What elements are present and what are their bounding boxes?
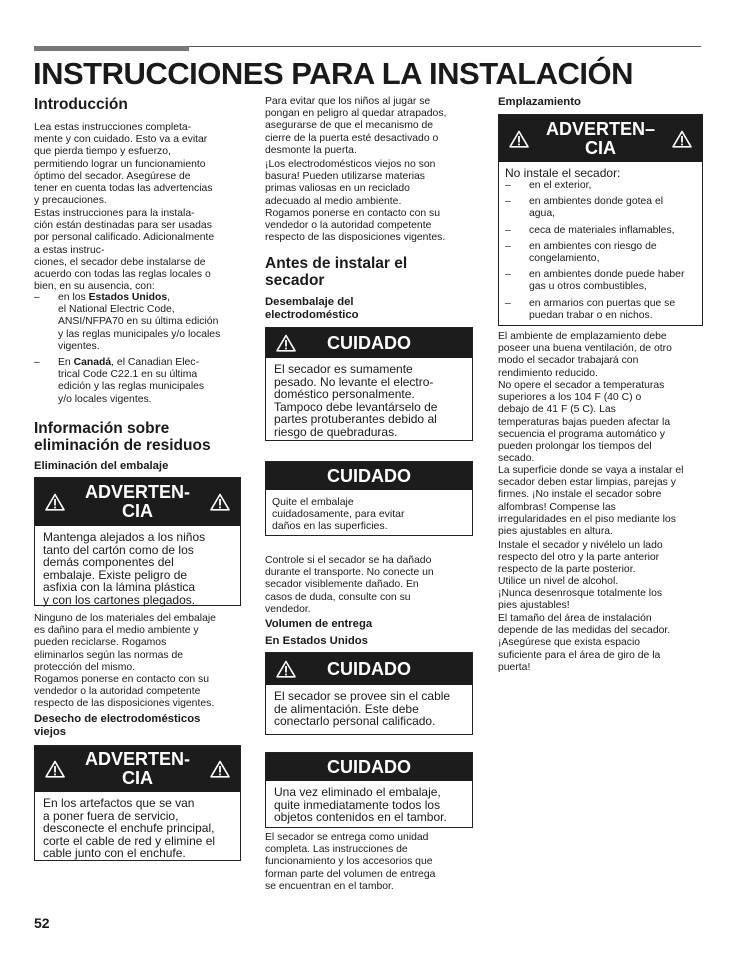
surface-paragraph: La superficie donde se vaya a instalar el secador deben estar limpias, parejas y firmes. ¡No instale el secador sobre alfombras! Compense las irregularidades en el piso mediante los pies ajustables en altura. bbox=[498, 465, 684, 538]
warning-triangle-icon bbox=[276, 660, 296, 678]
list-item bbox=[505, 225, 696, 237]
list-item bbox=[505, 180, 696, 192]
warning-box-disposal bbox=[34, 745, 241, 861]
children-paragraph: Para evitar que los niños al jugar se pongan en peligro al quedar atrapados, asegurarse de que el mecanismo de cierre de la puerta esté desactivado o desmonte la puerta. bbox=[265, 96, 447, 156]
intro-heading: Introducción bbox=[34, 96, 128, 113]
caution-box-weight bbox=[265, 327, 473, 441]
intro-paragraph-2: Estas instrucciones para la instala- ción están destinadas para ser usadas por personal calificado. Adicionalmente a estas instruc- ciones, el secador debe instalarse de acuerdo con todas las reglas locales o bien, en su ausencia, con: bbox=[34, 208, 215, 293]
caution-text: El secador se provee sin el cable de alimentación. Este debe conectarlo personal calificado. bbox=[274, 689, 451, 729]
spirit-level-paragraph: Utilice un nivel de alcohol. bbox=[498, 576, 619, 587]
warning-triangle-icon bbox=[509, 130, 529, 148]
list-text-bold: Canadá bbox=[73, 357, 112, 369]
warning-title: ADVERTEN– CIA bbox=[545, 118, 656, 158]
caution-title: CUIDADO bbox=[327, 658, 411, 679]
warning-box-packaging bbox=[34, 477, 241, 606]
list-dash: – bbox=[34, 292, 40, 303]
warning-text: En los artefactos que se van a poner fuera de servicio, desconecte el enchufe principal, corte el cable de red y elimine el cable junto con el enchufe. bbox=[43, 796, 216, 861]
warning-title: ADVERTEN- CIA bbox=[84, 749, 190, 788]
old-appliance-subheading: Desecho de electrodomésticos viejos bbox=[34, 713, 201, 738]
warning-list bbox=[505, 180, 696, 322]
caution-text: Una vez eliminado el embalaje, quite inmediatamente todos los objetos contenidos en el tambor. bbox=[274, 785, 447, 825]
list-text: en el exterior, bbox=[529, 180, 592, 191]
caution-title: CUIDADO bbox=[327, 756, 411, 777]
intro-section bbox=[34, 96, 241, 113]
delivery-paragraph: El secador se entrega como unidad completa. Las instrucciones de funcionamiento y los accesorios que forman parte del volumen de entrega se encuentran en el tambor. bbox=[265, 832, 436, 892]
caution-box-cable bbox=[265, 652, 473, 735]
list-dash: – bbox=[505, 240, 511, 252]
warning-triangle-icon bbox=[276, 334, 296, 352]
packaging-paragraph-1: Ninguno de los materiales del embalaje es dañino para el medio ambiente y pueden reciclarse. Rogamos eliminarlos según las normas de protección del mismo. bbox=[34, 613, 216, 673]
warning-text: Mantenga alejados a los niños tanto del cartón como de los demás componentes del embalaje. Existe peligro de asfixia con la lámina plástica y con los cartones plegados. bbox=[43, 530, 206, 607]
packaging-paragraph-2: Rogamos ponerse en contacto con su vendedor o la autoridad competente respecto de las disposiciones vigentes. bbox=[34, 674, 215, 710]
caution-box-drum bbox=[265, 752, 473, 828]
list-dash: – bbox=[505, 196, 511, 208]
disposal-heading: Información sobre eliminación de residuos bbox=[34, 420, 211, 454]
page-title: INSTRUCCIONES PARA LA INSTALACIÓN bbox=[33, 56, 634, 91]
list-item bbox=[505, 269, 696, 293]
list-text-pre: En bbox=[58, 357, 74, 369]
list-item bbox=[505, 298, 696, 322]
list-text: ceca de materiales inflamables, bbox=[529, 224, 675, 236]
list-text: en ambientes donde puede haber gas u otros combustibles, bbox=[529, 269, 685, 293]
unpacking-subheading: Desembalaje del electrodoméstico bbox=[265, 296, 359, 321]
temperature-paragraph: No opere el secador a temperaturas superiores a los 104 F (40 C) o debajo de 41 F (5 C). Las temperaturas bajas pueden afectar la secuencia el programa automático y pueden prolongar los tiempos del secado. bbox=[498, 380, 671, 465]
packaging-subheading: Eliminación del embalaje bbox=[34, 460, 169, 472]
top-rule-accent bbox=[34, 46, 189, 51]
list-dash: – bbox=[505, 269, 511, 281]
list-text-bold: Estados Unidos bbox=[88, 292, 168, 303]
transport-check-paragraph: Controle si el secador se ha dañado durante el transporte. No conecte un secador visiblemente dañado. En casos de duda, consulte con su vendedor. bbox=[265, 555, 434, 615]
caution-text: Quite el embalaje cuidadosamente, para evitar daños en las superficies. bbox=[272, 496, 405, 533]
intro-list bbox=[34, 292, 241, 406]
list-item bbox=[505, 241, 696, 265]
contact-paragraph: Rogamos ponerse en contacto con su vendedor o la autoridad competente respecto de las disposiciones vigentes. bbox=[265, 208, 446, 244]
list-dash: – bbox=[505, 180, 511, 191]
list-item bbox=[34, 357, 241, 406]
feet-paragraph: ¡Nunca desenrosque totalmente los pies ajustables! bbox=[498, 588, 663, 612]
warning-intro: No instale el secador: bbox=[505, 166, 621, 180]
page-number: 52 bbox=[34, 915, 50, 931]
delivery-scope-subheading: Volumen de entrega bbox=[265, 618, 373, 630]
recycling-paragraph: ¡Los electrodomésticos viejos no son basura! Pueden utilizarse materias primas valiosas en un reciclado adecuado al medio ambiente. bbox=[265, 159, 436, 207]
list-dash: – bbox=[505, 297, 511, 309]
intro-paragraph-1: Lea estas instrucciones completa- mente y con cuidado. Esto va a evitar que pierda tiempo y esfuerzo, permitiendo lograr un funcionamiento óptimo del secador. Asegúrese de tener en cuenta todas las advertencias y precauciones. bbox=[34, 122, 213, 207]
warning-title: ADVERTEN- CIA bbox=[84, 482, 190, 521]
list-text-pre: en los bbox=[58, 292, 89, 303]
warning-triangle-icon bbox=[210, 760, 230, 778]
warning-triangle-icon bbox=[672, 130, 692, 148]
location-subheading: Emplazamiento bbox=[498, 96, 581, 108]
caution-text: El secador es sumamente pesado. No levante el electro- doméstico personalmente. Tampoco debe levantárselo de partes protuberantes debido al riesgo de quebraduras. bbox=[274, 362, 438, 439]
list-text: en armarios con puertas que se puedan trabar o en nichos. bbox=[529, 297, 676, 321]
warning-triangle-icon bbox=[45, 493, 65, 511]
leveling-paragraph: Instale el secador y nivélelo un lado respecto del otro y la parte anterior respecto de la parte posterior. bbox=[498, 540, 663, 576]
ventilation-paragraph: El ambiente de emplazamiento debe poseer una buena ventilación, de otro modo el secador trabajará con rendimiento reducido. bbox=[498, 331, 672, 379]
area-paragraph: El tamaño del área de instalación depende de las medidas del secador. ¡Asegúrese que exista espacio suficiente para el área de giro de la puerta! bbox=[498, 613, 671, 673]
warning-triangle-icon bbox=[210, 493, 230, 511]
list-dash: – bbox=[34, 357, 40, 369]
before-install-heading: Antes de instalar el secador bbox=[265, 255, 408, 289]
warning-box-location bbox=[498, 114, 703, 326]
list-text: en ambientes donde gotea el agua, bbox=[529, 196, 664, 220]
list-text-post: , el Canadian Elec- trical Code C22.1 en su última edición y las reglas municipales y/o locales vigentes. bbox=[58, 357, 205, 405]
list-text-post: , el National Electric Code, ANSI/NFPA70 en su última edición y las reglas municipales y/o locales vigentes. bbox=[58, 292, 221, 352]
caution-title: CUIDADO bbox=[327, 332, 411, 353]
list-text: en ambientes con riesgo de congelamiento, bbox=[529, 240, 657, 265]
list-item bbox=[34, 292, 241, 353]
list-item bbox=[505, 196, 696, 220]
caution-title: CUIDADO bbox=[327, 465, 411, 486]
us-subheading: En Estados Unidos bbox=[265, 635, 368, 647]
warning-triangle-icon bbox=[45, 760, 65, 778]
caution-box-unpack bbox=[265, 461, 473, 536]
list-dash: – bbox=[505, 224, 511, 236]
